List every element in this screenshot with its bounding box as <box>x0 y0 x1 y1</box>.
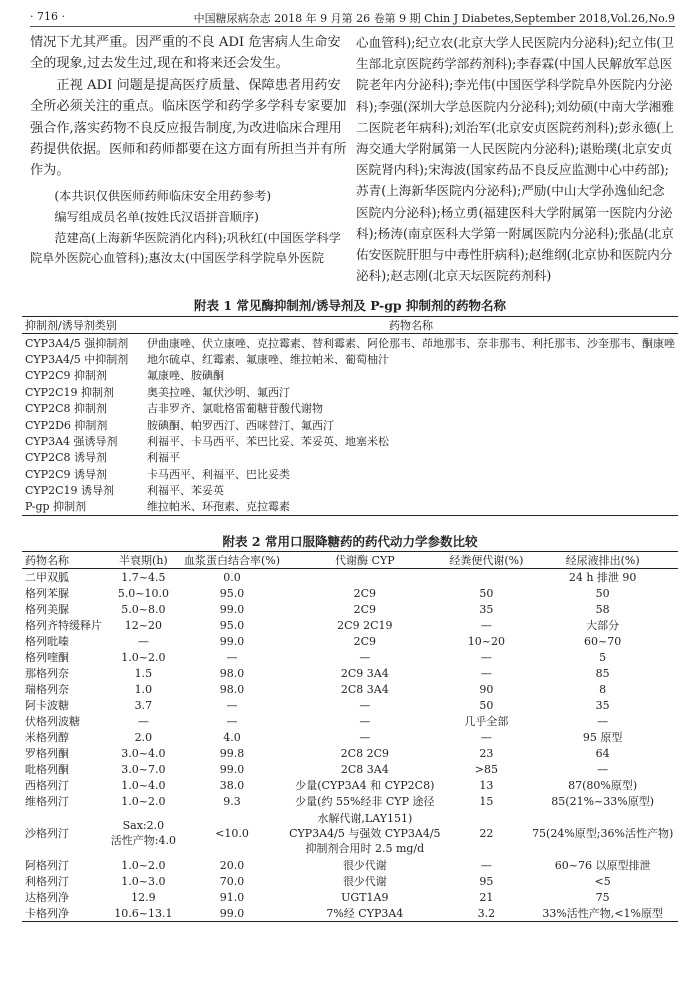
table-cell: 2C8 2C9 <box>340 746 389 760</box>
table-cell: 西格列汀 <box>25 779 69 792</box>
table-cell: 99.0 <box>180 905 284 922</box>
table-cell: 阿卡波糖 <box>25 699 69 712</box>
table-cell: 20.0 <box>219 858 245 872</box>
table-cell: 12.9 <box>131 890 156 904</box>
table-cell: CYP3A4/5 中抑制剂 <box>25 352 129 366</box>
table-cell: — <box>226 698 238 712</box>
table-cell: 12~20 <box>124 618 162 632</box>
table-cell: 90 <box>479 682 494 696</box>
table-cell: 38.0 <box>219 778 245 792</box>
table-cell: CYP3A4 强诱导剂 <box>25 434 118 448</box>
table-cell: 卡马西平、利福平、巴比妥类 <box>147 467 290 481</box>
table-row <box>22 585 678 601</box>
table-cell: 2C9 <box>353 634 377 648</box>
table-cell: — <box>359 650 371 664</box>
table-cell: 少量(CYP3A4 和 CYP2C8) <box>295 779 435 792</box>
table-cell: 7%经 CYP3A4 <box>284 905 445 922</box>
table-row <box>22 889 678 905</box>
table-cell: 95.0 <box>219 618 245 632</box>
table-row <box>22 633 678 649</box>
table-cell: 瑞格列奈 <box>25 683 69 696</box>
table-row <box>22 482 678 498</box>
table-cell: 2C9 2C19 <box>337 618 393 632</box>
table-cell: — <box>480 618 492 632</box>
table-cell: 5.0~8.0 <box>121 602 166 616</box>
table-cell: P-gp 抑制剂 <box>22 498 144 515</box>
table-header-cell: 药物名称 <box>144 317 678 334</box>
running-header <box>30 6 675 27</box>
table-cell: 1.5 <box>134 666 153 680</box>
right-column <box>356 32 674 286</box>
table-cell: 奥美拉唑、氟伏沙明、氟西汀 <box>147 385 290 399</box>
table-cell: 几乎全部 <box>464 715 509 728</box>
table-row <box>22 905 678 922</box>
table-header-cell: 半衰期(h) <box>107 552 180 569</box>
table-cell: 格列齐特缓释片 <box>25 619 102 632</box>
table-row <box>22 697 678 713</box>
table-cell: 85 <box>595 666 610 680</box>
table-cell: — <box>597 762 609 776</box>
table-cell: 99.0 <box>219 762 245 776</box>
table-cell: 4.0 <box>223 730 241 744</box>
table-cell: — <box>480 858 492 872</box>
table-cell: 很少代谢 <box>342 875 387 888</box>
table-cell: 2.0 <box>134 730 153 744</box>
table-row <box>22 745 678 761</box>
table-header-row <box>22 317 678 334</box>
table-row <box>22 729 678 745</box>
table1 <box>22 316 678 516</box>
table-cell: 0.0 <box>223 570 241 584</box>
table-row <box>22 793 678 809</box>
table-cell: — <box>226 650 238 664</box>
table-cell: 伊曲康唑、伏立康唑、克拉霉素、替利霉素、阿伦那韦、茚地那韦、奈非那韦、利托那韦、沙奎那韦、酮康唑 <box>147 336 675 350</box>
table-cell <box>445 569 527 586</box>
table-cell: 胺碘酮、帕罗西汀、西咪替汀、氟西汀 <box>147 418 334 432</box>
body-paragraph: 情况下尤其严重。因严重的不良 ADI 危害病人生命安全的现象,过去发生过,现在和将来还会发生。 <box>30 35 341 72</box>
table-row <box>22 777 678 793</box>
table-cell: CYP2C9 诱导剂 <box>25 467 107 481</box>
table-cell: 二甲双胍 <box>25 571 69 584</box>
table-cell: 98.0 <box>219 682 245 696</box>
table-row <box>22 713 678 729</box>
table-row <box>22 857 678 873</box>
table-cell: <10.0 <box>215 826 249 840</box>
table-cell: 达格列净 <box>25 891 69 904</box>
table-cell: 60~70 <box>584 634 622 648</box>
table-row <box>22 400 678 416</box>
table-cell: 99.0 <box>219 634 245 648</box>
table-header-cell: 血浆蛋白结合率(%) <box>180 552 284 569</box>
table-cell: 2C8 3A4 <box>340 762 389 776</box>
table-header-row <box>22 552 678 569</box>
table-cell: CYP3A4/5 强抑制剂 <box>25 336 129 350</box>
table-header-cell: 代谢酶 CYP <box>284 552 445 569</box>
table-cell: — <box>359 698 371 712</box>
table-row <box>22 681 678 697</box>
table-cell: — <box>137 714 149 728</box>
table-cell: 99.0 <box>219 602 245 616</box>
table-cell: 利福平、苯妥英 <box>147 484 224 498</box>
table-cell: 9.3 <box>223 794 241 808</box>
table-cell: 维拉帕米、环孢素、克拉霉素 <box>144 498 678 515</box>
table-row <box>22 334 678 351</box>
table-cell: 33%活性产物,<1%原型 <box>527 905 678 922</box>
table-cell: 85(21%~33%原型) <box>551 795 654 808</box>
table-cell: CYP2C19 抑制剂 <box>25 385 114 399</box>
table-cell: 格列吡嗪 <box>25 635 69 648</box>
authors-list: 范建高(上海新华医院消化内科);巩秋红(中国医学科学院阜外医院心血管科);惠汝太(中国医学科学院阜外医院 <box>30 230 341 266</box>
table-cell: 3.2 <box>445 905 527 922</box>
table-cell: 利福平、卡马西平、苯巴比妥、苯妥英、地塞米松 <box>147 434 389 448</box>
table-cell: 很少代谢 <box>342 859 387 872</box>
table-cell: — <box>480 666 492 680</box>
table-row <box>22 466 678 482</box>
table1-caption: 附表 1 常见酶抑制剂/诱导剂及 P-gp 抑制剂的药物名称 <box>193 298 507 313</box>
table-cell: 10~20 <box>467 634 505 648</box>
table-cell: 利福平 <box>147 451 180 465</box>
table-cell: 5 <box>599 650 607 664</box>
table-cell: — <box>480 650 492 664</box>
table-cell: >85 <box>474 762 498 776</box>
table-cell: 水解代谢,LAY151) CYP3A4/5 与强效 CYP3A4/5 抑制剂合用时 2.5 mg/d <box>289 811 441 855</box>
table-cell: 格列苯脲 <box>25 587 69 600</box>
table-cell: 2C9 <box>353 586 377 600</box>
table-cell: 卡格列净 <box>22 905 107 922</box>
table-cell: 伏格列波糖 <box>25 715 80 728</box>
table-cell: 35 <box>595 698 610 712</box>
table-cell: <5 <box>594 874 611 888</box>
table-cell: 87(80%原型) <box>568 779 638 792</box>
table-cell: 3.0~4.0 <box>121 746 166 760</box>
table-cell: 2C8 3A4 <box>340 682 389 696</box>
table-cell: 2C9 3A4 <box>340 666 389 680</box>
table-cell: 91.0 <box>219 890 245 904</box>
table-cell: 50 <box>479 698 494 712</box>
table-header-cell: 经粪便代谢(%) <box>445 552 527 569</box>
table-cell <box>284 569 445 586</box>
table-cell: 5.0~10.0 <box>117 586 169 600</box>
table-cell: 8 <box>599 682 607 696</box>
table2 <box>22 551 678 922</box>
table-cell: — <box>226 714 238 728</box>
table-cell: 60~76 以原型排泄 <box>554 859 651 872</box>
table-row <box>22 351 678 367</box>
table-row <box>22 569 678 586</box>
table-cell: 阿格列汀 <box>25 859 69 872</box>
table-row <box>22 809 678 857</box>
citation-note: (本共识仅供医师药师临床安全用药参考) <box>54 188 272 203</box>
table-cell: 75 <box>595 890 610 904</box>
table-cell: 15 <box>479 794 494 808</box>
table-cell: 98.0 <box>219 666 245 680</box>
table-cell: 10.6~13.1 <box>107 905 180 922</box>
authors-list: 心血管科);纪立农(北京大学人民医院内分泌科);纪立伟(卫生部北京医院药学部药剂科);李春霖(中国人民解放军总医院老年内分泌科);李光伟(中国医学科学院阜外医院内分泌科);李强(深圳大学总医院内分泌科);刘幼硕(中南大学湘雅二医院老年病科);刘治军(北京安贞医院药剂科);彭永德(上海交通大学附属第一人民医院内分泌科);谌贻璞(北京安贞医院肾内科);宋海波(国家药品不良反应监测中心中药部);苏青(上海新华医院内分泌科);严励(中山大学孙逸仙纪念医院内分泌科);杨立勇(福建医科大学附属第一医院内分泌科);杨涛(南京医科大学第一附属医院内分泌科);张晶(北京佑安医院肝胆与中毒性肝病科);赵维纲(北京协和医院内分泌科);赵志刚(北京天坛医院药剂科) <box>356 35 674 284</box>
table-cell: UGT1A9 <box>341 890 389 904</box>
table-cell: 少量(约 55%经非 CYP 途径 <box>295 795 435 808</box>
authors-heading: 编写组成员名单(按姓氏汉语拼音顺序) <box>54 210 259 225</box>
table-row <box>22 384 678 400</box>
table-cell: 13 <box>479 778 494 792</box>
table-cell: 99.8 <box>219 746 245 760</box>
table-cell: 米格列醇 <box>25 731 69 744</box>
table-cell: 23 <box>479 746 494 760</box>
table-cell: — <box>597 714 609 728</box>
table-cell: 1.0~2.0 <box>121 650 166 664</box>
table-cell: 50 <box>595 586 610 600</box>
table-cell: 22 <box>479 826 494 840</box>
table-row <box>22 873 678 889</box>
table-cell: 氟康唑、胺碘酮 <box>147 369 224 383</box>
table-cell: 1.7~4.5 <box>121 570 166 584</box>
table-cell: 95 <box>479 874 494 888</box>
table-cell: 维格列汀 <box>25 795 69 808</box>
table-cell: 24 h 排泄 90 <box>568 571 637 584</box>
table-cell: CYP2C8 抑制剂 <box>25 402 107 416</box>
table-cell: CYP2C19 诱导剂 <box>25 484 114 498</box>
table-row <box>22 665 678 681</box>
table-cell: 3.7 <box>134 698 153 712</box>
table-cell: 95 原型 <box>582 731 623 744</box>
table-cell: 58 <box>595 602 610 616</box>
table-row <box>22 649 678 665</box>
table-cell: 75(24%原型;36%活性产物) <box>532 826 674 840</box>
table-cell: 21 <box>479 890 494 904</box>
table-cell: — <box>359 714 371 728</box>
table-cell: CYP2C9 抑制剂 <box>25 369 107 383</box>
table-header-cell: 经尿液排出(%) <box>527 552 678 569</box>
left-column <box>30 32 348 269</box>
table-cell: 2C9 <box>353 602 377 616</box>
table-row <box>22 367 678 383</box>
table-cell: 1.0 <box>134 682 153 696</box>
table-cell: 吉非罗齐、氯吡格雷葡糖苷酸代谢物 <box>147 402 323 416</box>
table-cell: 罗格列酮 <box>25 747 69 760</box>
table-row <box>22 449 678 465</box>
table-cell: 格列美脲 <box>25 603 69 616</box>
table-row <box>22 416 678 432</box>
table-cell: 格列喹酮 <box>25 651 69 664</box>
table-cell: 35 <box>479 602 494 616</box>
table-cell: 那格列奈 <box>25 667 69 680</box>
table-row <box>22 761 678 777</box>
table-cell: Sax:2.0 活性产物:4.0 <box>110 819 176 847</box>
table-cell: 地尔硫卓、红霉素、氟康唑、维拉帕米、葡萄柚汁 <box>147 352 389 366</box>
table-row <box>22 601 678 617</box>
table-cell: 1.0~3.0 <box>121 874 166 888</box>
journal-header: 中国糖尿病杂志 2018 年 9 月第 26 卷第 9 期 Chin J Diabetes,September 2018,Vol.26,No.9 <box>193 12 675 25</box>
table-cell: 大部分 <box>586 619 620 632</box>
table2-caption: 附表 2 常用口服降糖药的药代动力学参数比较 <box>222 534 478 549</box>
table-cell: 1.0~2.0 <box>121 794 166 808</box>
table-row <box>22 433 678 449</box>
table-header-cell: 药物名称 <box>22 552 107 569</box>
table-cell: — <box>359 730 371 744</box>
table-cell: 1.0~2.0 <box>121 858 166 872</box>
table-cell: 64 <box>595 746 610 760</box>
page-number: · 716 · <box>30 10 65 23</box>
table-cell: 吡格列酮 <box>25 763 69 776</box>
table-cell: 沙格列汀 <box>25 826 69 840</box>
table-cell: 1.0~4.0 <box>121 778 166 792</box>
table-header-cell: 抑制剂/诱导剂类别 <box>22 317 144 334</box>
table-cell: 3.0~7.0 <box>121 762 166 776</box>
table-cell: — <box>480 730 492 744</box>
table-cell: CYP2D6 抑制剂 <box>25 418 108 432</box>
table-cell: 利格列汀 <box>25 875 69 888</box>
table-cell: — <box>137 634 149 648</box>
body-paragraph: 正视 ADI 问题是提高医疗质量、保障患者用药安全所必须关注的重点。临床医学和药学多学科专家要加强合作,落实药物不良反应报告制度,为改进临床合理用药提供依据。医师和药师都要在这方面有所担当并有所作为。 <box>30 77 347 179</box>
table-row <box>22 498 678 515</box>
table-cell: CYP2C8 诱导剂 <box>25 451 107 465</box>
table-row <box>22 617 678 633</box>
table-cell: 50 <box>479 586 494 600</box>
table-cell: 70.0 <box>219 874 245 888</box>
table-cell: 95.0 <box>219 586 245 600</box>
